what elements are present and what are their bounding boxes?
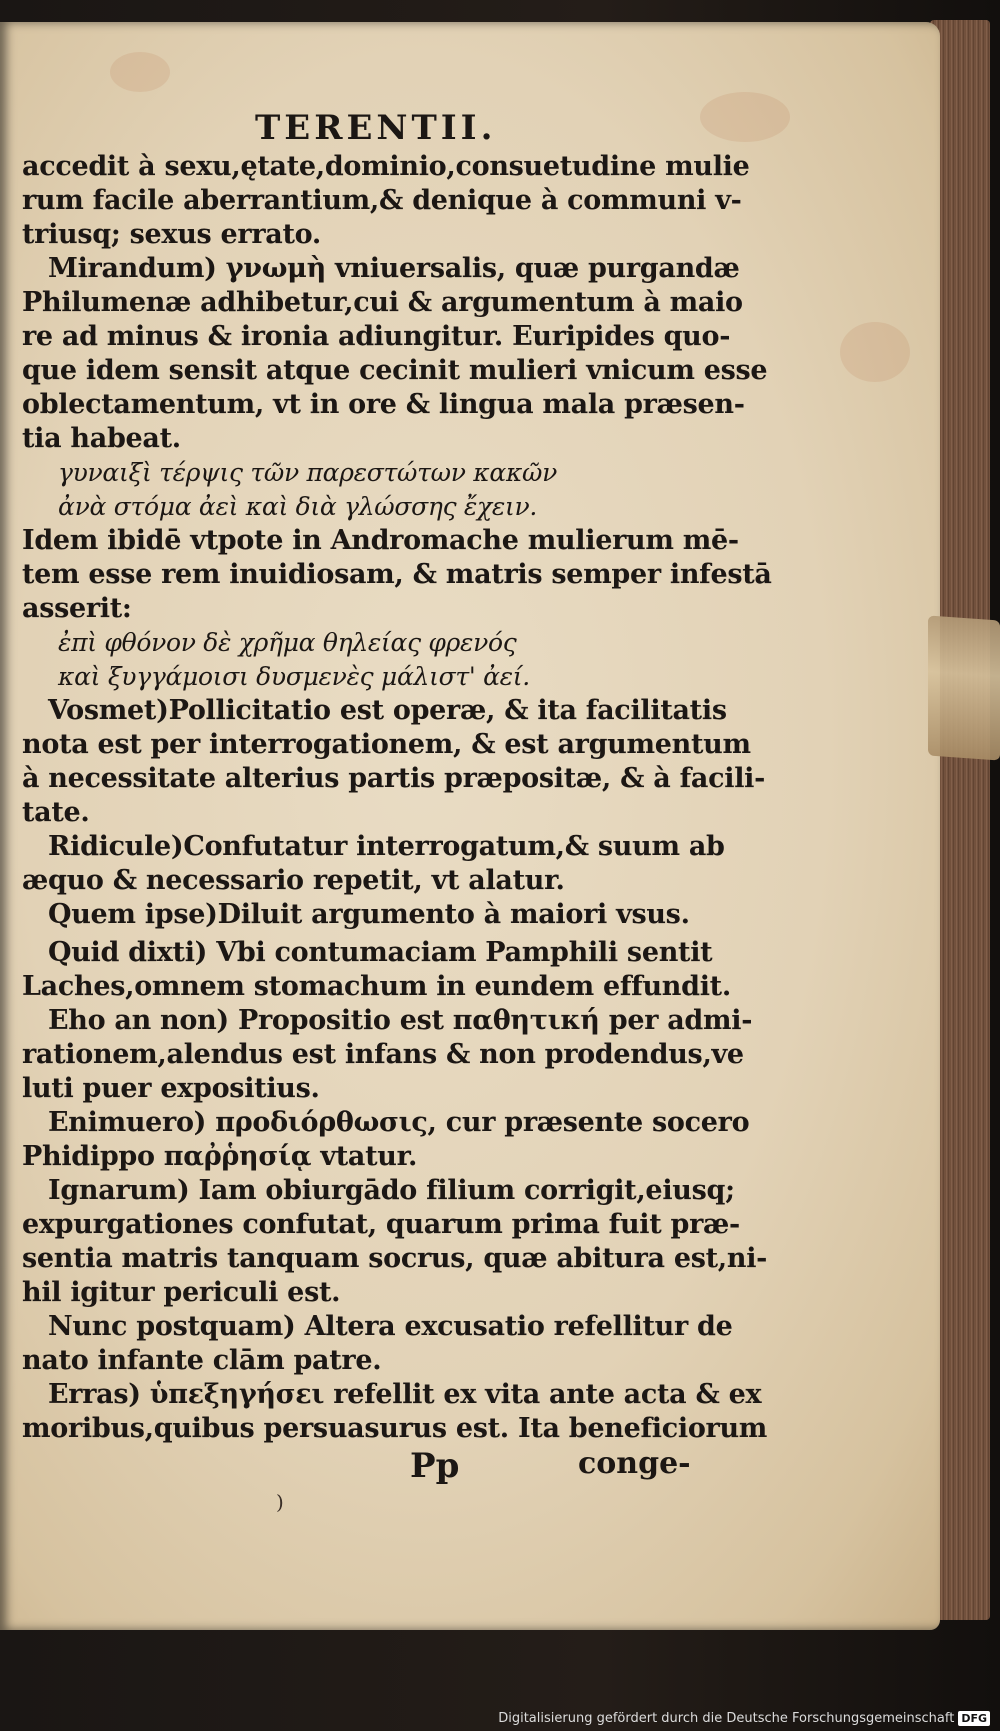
greek-quote-line: ἐπὶ φθόνον δὲ χρῆμα θηλείας φρενός xyxy=(58,628,517,657)
text-line: Nunc postquam) Altera excusatio refellitur de xyxy=(48,1311,733,1342)
text-line: asserit: xyxy=(22,593,132,624)
text-line: hil igitur periculi est. xyxy=(22,1277,341,1308)
footer-credit: Digitalisierung gefördert durch die Deutsche Forschungsgemeinschaft xyxy=(498,1711,955,1726)
text-line: moribus,quibus persuasurus est. Ita beneficiorum xyxy=(22,1413,768,1444)
text-line: Enimuero) προδιόρθωσις, cur præsente socero xyxy=(48,1107,750,1138)
digitization-footer xyxy=(498,1706,990,1731)
text-line: Vosmet)Pollicitatio est operæ, & ita facilitatis xyxy=(48,695,727,726)
text-line: accedit à sexu,ętate,dominio,consuetudine mulie xyxy=(22,151,750,182)
text-line: tem esse rem inuidiosam, & matris semper infestā xyxy=(22,559,772,590)
text-line: Ridicule)Confutatur interrogatum,& suum ab xyxy=(48,831,725,862)
greek-quote-line: καὶ ξυγγάμοισι δυσμενὲς μάλιστ' ἀεί. xyxy=(58,662,530,691)
running-header: TERENTII. xyxy=(255,108,497,148)
text-line: luti puer expositius. xyxy=(22,1073,320,1104)
text-line: Quid dixti) Vbi contumaciam Pamphili sentit xyxy=(48,937,713,968)
text-line: expurgationes confutat, quarum prima fuit præ- xyxy=(22,1209,740,1240)
text-line: Philumenæ adhibetur,cui & argumentum à maio xyxy=(22,287,743,318)
text-line: tate. xyxy=(22,797,90,828)
text-line: Quem ipse)Diluit argumento à maiori vsus. xyxy=(48,899,690,930)
text-line: æquo & necessario repetit, vt alatur. xyxy=(22,865,565,896)
signature-mark: Pp xyxy=(410,1446,460,1486)
text-line: triusq; sexus errato. xyxy=(22,219,321,250)
stray-mark: ) xyxy=(276,1490,284,1514)
greek-quote-line: γυναιξὶ τέρψις τῶν παρεστώτων κακῶν xyxy=(58,458,558,487)
catchword: conge- xyxy=(578,1446,691,1481)
text-line: que idem sensit atque cecinit mulieri vnicum esse xyxy=(22,355,768,386)
text-line: Idem ibidē vtpote in Andromache mulierum mē- xyxy=(22,525,739,556)
dfg-logo: DFG xyxy=(958,1711,990,1726)
text-line: nato infante clām patre. xyxy=(22,1345,382,1376)
text-line: tia habeat. xyxy=(22,423,181,454)
text-line: Eho an non) Propositio est παθητική per admi- xyxy=(48,1005,753,1036)
text-line: Laches,omnem stomachum in eundem effundit. xyxy=(22,971,731,1002)
text-line: Mirandum) γνωμὴ vniuersalis, quæ purgandæ xyxy=(48,253,740,284)
text-line: Phidippo παῤῥησίᾳ vtatur. xyxy=(22,1141,418,1172)
text-line: rationem,alendus est infans & non prodendus,ve xyxy=(22,1039,744,1070)
text-line: oblectamentum, vt in ore & lingua mala præsen- xyxy=(22,389,745,420)
text-line: nota est per interrogationem, & est argumentum xyxy=(22,729,751,760)
text-line: sentia matris tanquam socrus, quæ abitura est,ni- xyxy=(22,1243,768,1274)
text-line: Erras) ὑπεξηγήσει refellit ex vita ante acta & ex xyxy=(48,1379,762,1410)
text-line: rum facile aberrantium,& denique à communi v- xyxy=(22,185,742,216)
text-line: à necessitate alterius partis præpositæ, & à facili- xyxy=(22,763,766,794)
greek-quote-line: ἀνὰ στόμα ἀεὶ καὶ διὰ γλώσσης ἔχειν. xyxy=(58,492,538,521)
text-line: re ad minus & ironia adiungitur. Euripides quo- xyxy=(22,321,731,352)
text-line: Ignarum) Iam obiurgādo filium corrigit,eiusq; xyxy=(48,1175,735,1206)
